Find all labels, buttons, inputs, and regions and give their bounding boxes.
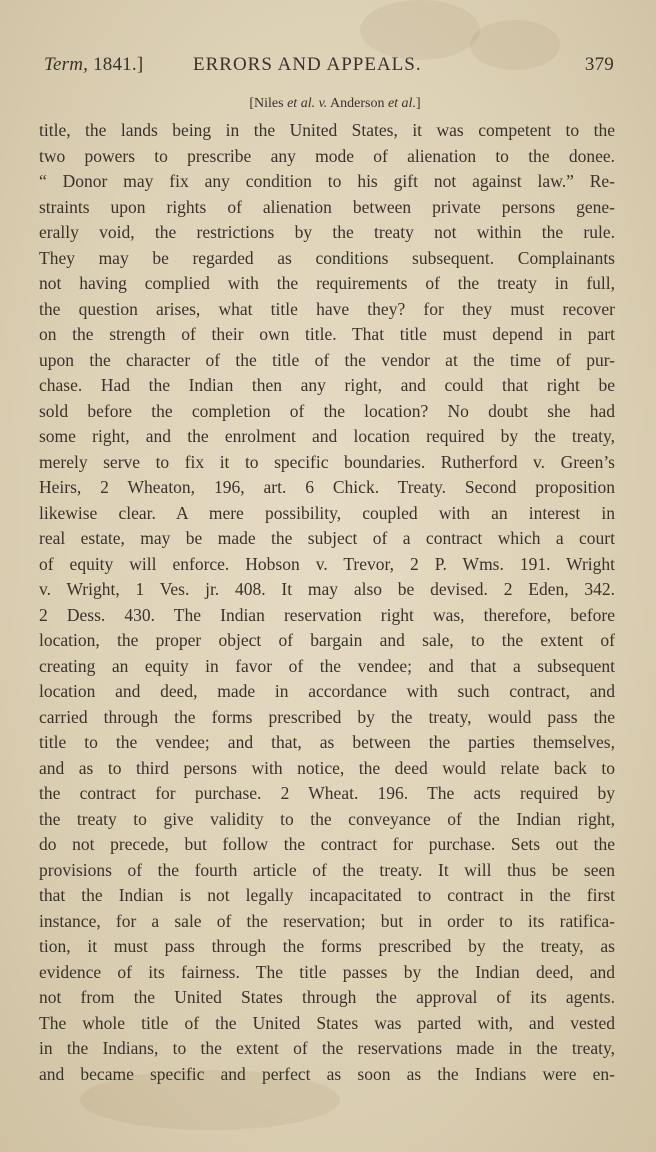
text-line: The whole title of the United States was parted with, and vested <box>39 1012 615 1033</box>
text-line: merely serve to fix it to specific boundaries. Rutherford v. Green’s <box>39 451 615 472</box>
text-line: not having complied with the requirements of the treaty in full, <box>39 273 615 293</box>
text-line: that the Indian is not legally incapacitated to contract in the first <box>39 885 615 905</box>
text-line: 2 Dess. 430. The Indian reservation right was, therefore, before <box>39 604 615 625</box>
text-line: They may be regarded as conditions subsequent. Complainants <box>39 247 615 268</box>
text-line: v. Wright, 1 Ves. jr. 408. It may also be devised. 2 Eden, 342. <box>39 579 615 599</box>
text-line: chase. Had the Indian then any right, and could that right be <box>39 375 615 395</box>
body-text <box>39 118 615 1087</box>
text-line: sold before the completion of the location? No doubt she had <box>39 400 615 421</box>
text-line: the question arises, what title have they? for they must recover <box>39 298 615 319</box>
text-line: instance, for a sale of the reservation; but in order to its ratifica- <box>39 910 615 931</box>
text-line: straints upon rights of alienation between private persons gene- <box>39 196 615 217</box>
text-line: erally void, the restrictions by the treaty not within the rule. <box>39 222 615 242</box>
text-line: title to the vendee; and that, as between the parties themselves, <box>39 732 615 752</box>
text-line: two powers to prescribe any mode of alienation to the donee. <box>39 145 615 166</box>
page-number: 379 <box>584 54 614 75</box>
text-line: and became specific and perfect as soon as the Indians were en- <box>39 1063 615 1084</box>
text-line: location and deed, made in accordance with such contract, and <box>39 681 615 701</box>
text-line: real estate, may be made the subject of a contract which a court <box>39 528 615 548</box>
header-term: Term, 1841.] <box>44 54 144 75</box>
text-line: title, the lands being in the United States, it was competent to the <box>39 120 615 140</box>
text-line: provisions of the fourth article of the treaty. It will thus be seen <box>39 859 615 880</box>
text-line: not from the United States through the approval of its agents. <box>39 987 615 1007</box>
text-line: upon the character of the title of the vendor at the time of pur- <box>39 349 615 370</box>
running-header <box>44 54 614 80</box>
text-line: likewise clear. A mere possibility, coupled with an interest in <box>39 502 615 523</box>
text-line: on the strength of their own title. That title must depend in part <box>39 324 615 344</box>
text-line: tion, it must pass through the forms prescribed by the treaty, as <box>39 936 615 956</box>
text-line: the treaty to give validity to the conveyance of the Indian right, <box>39 808 615 829</box>
text-line: of equity will enforce. Hobson v. Trevor, 2 P. Wms. 191. Wright <box>39 553 615 574</box>
text-line: creating an equity in favor of the vendee; and that a subsequent <box>39 655 615 676</box>
text-line: evidence of its fairness. The title passes by the Indian deed, and <box>39 961 615 982</box>
text-line: carried through the forms prescribed by the treaty, would pass the <box>39 706 615 727</box>
text-line: Heirs, 2 Wheaton, 196, art. 6 Chick. Treaty. Second proposition <box>39 477 615 497</box>
text-line: location, the proper object of bargain and sale, to the extent of <box>39 630 615 650</box>
text-line: the contract for purchase. 2 Wheat. 196. The acts required by <box>39 783 615 803</box>
paper-stain <box>360 0 480 60</box>
text-line: do not precede, but follow the contract for purchase. Sets out the <box>39 834 615 854</box>
text-line: “ Donor may fix any condition to his gift not against law.” Re- <box>39 171 615 191</box>
text-line: in the Indians, to the extent of the reservations made in the treaty, <box>39 1038 615 1058</box>
case-caption: [Niles et al. v. Anderson et al.] <box>249 96 421 111</box>
text-line: and as to third persons with notice, the deed would relate back to <box>39 757 615 778</box>
header-title: ERRORS AND APPEALS. <box>193 54 422 75</box>
text-line: some right, and the enrolment and location required by the treaty, <box>39 426 615 446</box>
